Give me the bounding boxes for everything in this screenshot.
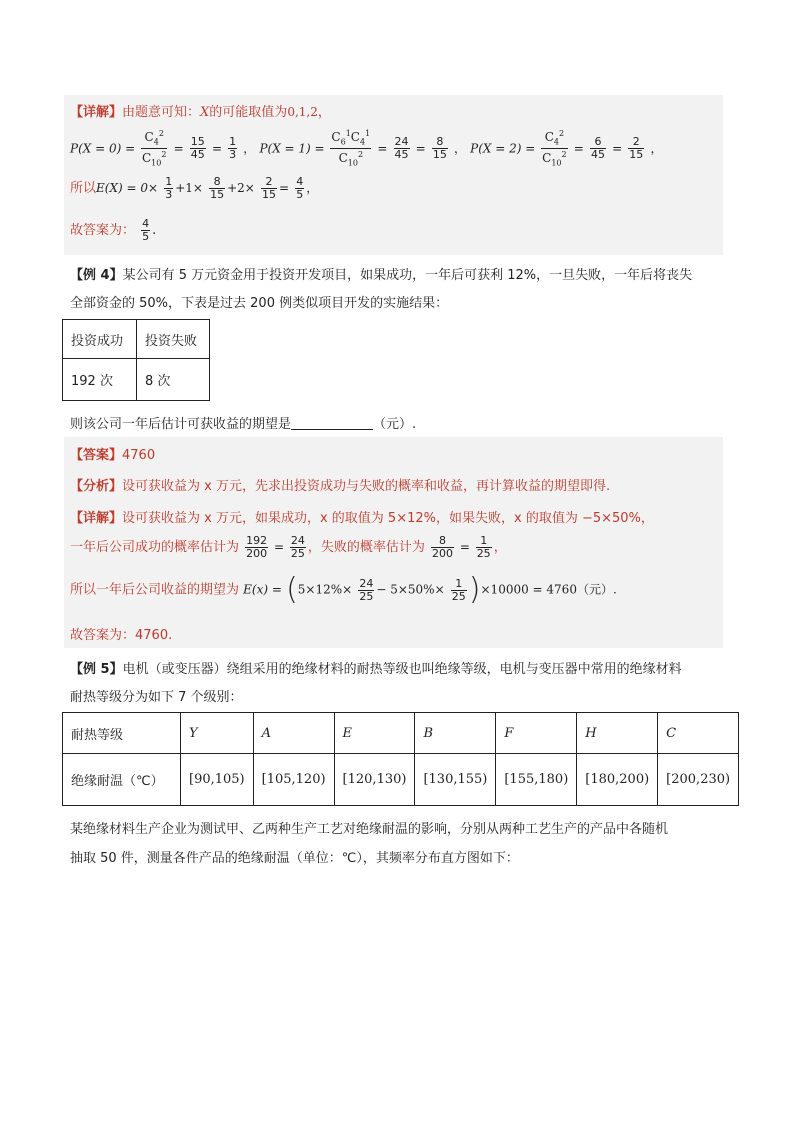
ex5-text-1: 【例 5】电机（或变压器）绕组采用的绝缘材料的耐热等级也叫绝缘等级，电机与变压器中常用的绝缘材料 [70, 662, 682, 677]
ex5-text-4: 抽取 50 件，测量各件产品的绝缘耐温（单位：℃），其频率分布直方图如下： [70, 851, 519, 866]
table-cell-success: 192 次 [63, 359, 137, 401]
probability-line: P(X = 0) = $\frac{C_4^2}{C_{10}^2}$ = $\frac{15}{45}$ = $\frac{1}{3}$ ， P(X = 1) = $\frac{C_6^1C_4^1}{C_{10}^2}$ = $\frac{24}{45}$ = $\frac{8}{15}$ ， P(X = 2) = $\frac{C_4^2}{C_{10}^2}$ = $\frac{6}{45}$ = $\frac{2}{15}$ ， [70, 129, 663, 168]
ex4-answer: 【答案】4760 [70, 448, 156, 463]
detail-line-1: 【详解】由题意可知：X的可能取值为0,1,2， [70, 105, 331, 120]
ex4-detail-2: 一年后公司成功的概率估计为 $\frac{192}{200}$ = $\frac{24}{25}$ ，失败的概率估计为 $\frac{8}{200}$ = $\frac{1}{25}$ ， [70, 534, 507, 560]
detail-tag: 【详解】 [70, 105, 123, 120]
table-header-fail: 投资失败 [137, 320, 210, 359]
ex4-detail-3: 所以一年后公司收益的期望为 E(x) = (5×12%× $\frac{24}{25}$ − 5×50%× $\frac{1}{25}$ )×10000 = 4760（元）. [70, 572, 617, 607]
ex5-text-3: 某绝缘材料生产企业为测试甲、乙两种生产工艺对绝缘耐温的影响，分别从两种工艺生产的产品中各随机 [70, 822, 669, 837]
table-header-success: 投资成功 [63, 320, 137, 359]
ex4-tag: 【例 4】 [70, 268, 123, 283]
ex4-final: 故答案为：4760. [70, 628, 173, 643]
ex5-grade-table: 耐热等级 Y A E B F H C 绝缘耐温（℃） [90,105) [105,120) [120,130) [130,155) [155,180) [180,200) [200,230) [62, 712, 739, 806]
answer-blank [291, 417, 373, 430]
table-cell-fail: 8 次 [137, 359, 210, 401]
ex4-detail-1: 【详解】设可获收益为 x 万元，如果成功，x 的取值为 5×12%，如果失败，x 的取值为 −5×50%， [70, 511, 654, 526]
ex4-text-1: 【例 4】某公司有 5 万元资金用于投资开发项目，如果成功，一年后可获利 12%，一旦失败，一年后将丧失 [70, 268, 693, 283]
ex4-result-table [62, 319, 210, 401]
ex4-text-2: 全部资金的 50%，下表是过去 200 例类似项目开发的实施结果： [70, 296, 449, 311]
answer-line-ex3: 故答案为： $\frac{4}{5}$ . [70, 217, 157, 243]
expectation-line: 所以E(X) = 0× $\frac{1}{3}$ +1× $\frac{8}{15}$ +2× $\frac{2}{15}$ = $\frac{4}{5}$ ， [70, 175, 319, 201]
ex4-question: 则该公司一年后估计可获收益的期望是 （元）. [70, 417, 417, 432]
ex4-analysis: 【分析】设可获收益为 x 万元，先求出投资成功与失败的概率和收益，再计算收益的期望即得. [70, 479, 611, 494]
ex5-text-2: 耐热等级分为如下 7 个级别： [70, 690, 243, 705]
ex5-tag: 【例 5】 [70, 662, 123, 677]
